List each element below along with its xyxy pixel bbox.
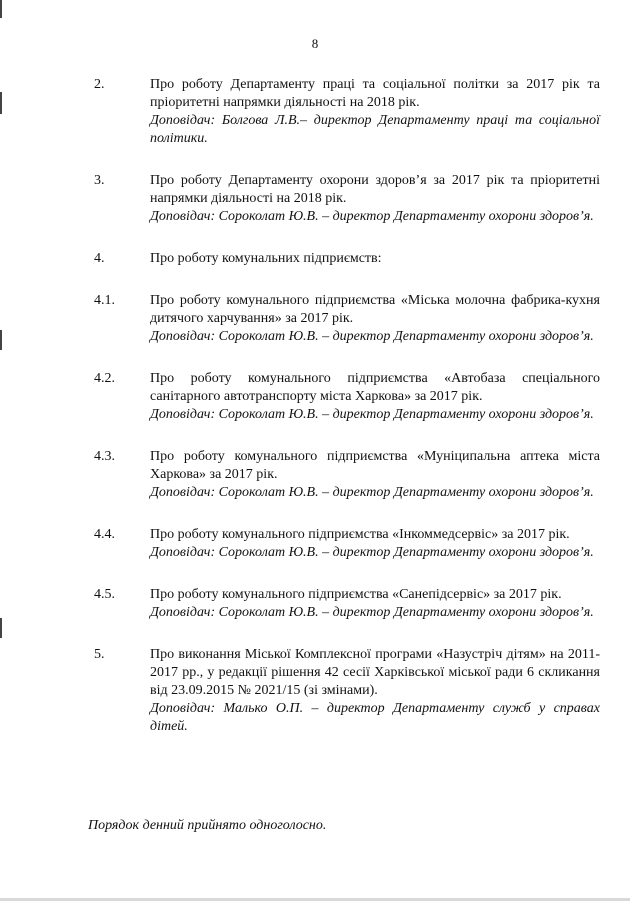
agenda-item-speaker: Доповідач: Сороколат Ю.В. – директор Департаменту охорони здоров’я. (150, 209, 594, 224)
agenda-item-4-1 (94, 292, 600, 346)
agenda-item-number: 2. (94, 77, 105, 92)
agenda-item-title: Про роботу комунального підприємства «Санепідсервіс» за 2017 рік. (150, 587, 562, 602)
agenda-item-body (150, 526, 600, 562)
agenda-item-body (150, 172, 600, 226)
agenda-item-title: Про роботу комунальних підприємств: (150, 251, 382, 266)
agenda-item-speaker: Доповідач: Сороколат Ю.В. – директор Департаменту охорони здоров’я. (150, 407, 594, 422)
footer-note: Порядок денний прийнято одноголосно. (88, 818, 327, 833)
page-number: 8 (311, 36, 319, 51)
agenda-item-5 (94, 646, 600, 736)
agenda-item-body (150, 586, 600, 622)
agenda-item-speaker: Доповідач: Сороколат Ю.В. – директор Департаменту охорони здоров’я. (150, 485, 594, 500)
agenda-item-body (150, 76, 600, 148)
agenda-item-title: Про роботу Департаменту охорони здоров’я за 2017 рік та пріоритетні напрямки діяльності на 2018 рік. (150, 173, 600, 206)
agenda-item-speaker: Доповідач: Сороколат Ю.В. – директор Департаменту охорони здоров’я. (150, 605, 594, 620)
agenda-list (94, 76, 600, 760)
agenda-item-number: 4.2. (94, 371, 115, 386)
bottom-rule (0, 898, 630, 901)
agenda-item-body (150, 646, 600, 736)
scan-edge-mark (0, 0, 2, 18)
agenda-item-number: 5. (94, 647, 105, 662)
agenda-item-number: 4.4. (94, 527, 115, 542)
agenda-item-title: Про роботу Департаменту праці та соціальної політки за 2017 рік та пріоритетні напрямки діяльності на 2018 рік. (150, 77, 600, 110)
agenda-item-4-2 (94, 370, 600, 424)
agenda-item-speaker: Доповідач: Малько О.П. – директор Департаменту служб у справах дітей. (150, 701, 600, 734)
agenda-item-4-5 (94, 586, 600, 622)
agenda-item-body (150, 370, 600, 424)
agenda-item-title: Про роботу комунального підприємства «Автобаза спеціального санітарного автотранспорту міста Харкова» за 2017 рік. (150, 371, 600, 404)
agenda-item-title: Про роботу комунального підприємства «Муніципальна аптека міста Харкова» за 2017 рік. (150, 449, 600, 482)
agenda-item-body (150, 250, 600, 268)
agenda-item-body (150, 448, 600, 502)
agenda-item-2 (94, 76, 600, 148)
agenda-item-number: 4.5. (94, 587, 115, 602)
scan-edge-mark (0, 618, 2, 638)
agenda-item-3 (94, 172, 600, 226)
scan-edge-mark (0, 330, 2, 350)
agenda-item-body (150, 292, 600, 346)
agenda-item-number: 4.3. (94, 449, 115, 464)
agenda-item-title: Про роботу комунального підприємства «Інкоммедсервіс» за 2017 рік. (150, 527, 570, 542)
agenda-item-speaker: Доповідач: Сороколат Ю.В. – директор Департаменту охорони здоров’я. (150, 329, 594, 344)
agenda-item-number: 3. (94, 173, 105, 188)
agenda-item-4-4 (94, 526, 600, 562)
agenda-item-speaker: Доповідач: Сороколат Ю.В. – директор Департаменту охорони здоров’я. (150, 545, 594, 560)
agenda-item-4 (94, 250, 600, 268)
agenda-item-speaker: Доповідач: Болгова Л.В.– директор Департаменту праці та соціальної політики. (150, 113, 600, 146)
agenda-item-number: 4. (94, 251, 105, 266)
agenda-item-number: 4.1. (94, 293, 115, 308)
agenda-item-title: Про виконання Міської Комплексної програми «Назустріч дітям» на 2011-2017 рр., у редакції рішення 42 сесії Харківської міської ради 6 скликання від 23.09.2015 № 2021/15 (зі змінами). (150, 647, 600, 698)
agenda-item-title: Про роботу комунального підприємства «Міська молочна фабрика-кухня дитячого харчування» за 2017 рік. (150, 293, 600, 326)
scan-edge-mark (0, 92, 2, 114)
agenda-item-4-3 (94, 448, 600, 502)
